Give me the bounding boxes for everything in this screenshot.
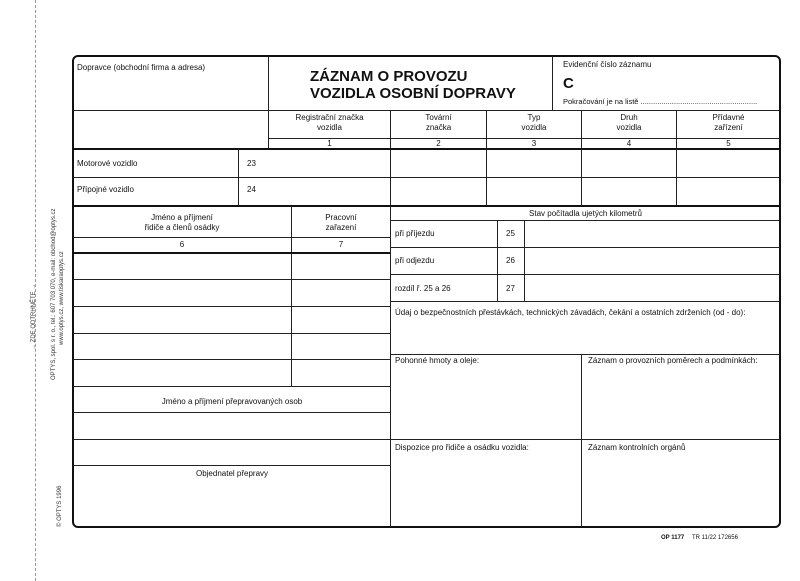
col-2-label-2: značka <box>425 123 452 132</box>
form-title <box>310 68 516 102</box>
vehicle-table-bottom <box>73 205 780 207</box>
trailer-number: 24 <box>247 185 256 194</box>
crew-name-header <box>73 213 291 233</box>
crew-name-label-2: řidiče a členů osádky <box>144 223 220 232</box>
crew-role-number: 7 <box>338 240 344 249</box>
control-label: Záznam kontrolních orgánů <box>588 443 686 452</box>
odometer-difference-label: rozdíl ř. 25 a 26 <box>395 284 451 293</box>
odometer-arrival-label: při příjezdu <box>395 229 435 238</box>
col-4-header <box>582 113 676 133</box>
safety-bottom <box>391 354 780 355</box>
passenger-row-3 <box>73 465 391 466</box>
odometer-row-3 <box>391 301 780 302</box>
col-1-number: 1 <box>327 139 332 148</box>
crew-row-5 <box>73 386 391 387</box>
col-3-header <box>487 113 581 133</box>
odometer-sep-1 <box>497 220 498 301</box>
col-3-number: 3 <box>531 139 537 148</box>
title-line-1: ZÁZNAM O PROVOZU <box>310 68 468 85</box>
vehicle-row-line <box>73 177 780 178</box>
crew-row-4 <box>73 359 391 360</box>
publisher-line-2: www.optys.cz, www.tiskaraoptys.cz <box>59 251 65 345</box>
odometer-title: Stav počítadla ujetých kilometrů <box>529 209 642 218</box>
odometer-row-2 <box>391 274 780 275</box>
col-1-label-2: vozidla <box>317 123 342 132</box>
crew-name-label-1: Jméno a příjmení <box>151 213 213 222</box>
col-4-label-1: Druh <box>620 113 638 122</box>
crew-number-line <box>73 237 391 238</box>
col-5-header <box>677 113 780 133</box>
odometer-arrival-number: 25 <box>506 229 515 238</box>
print-info: TR 11/22 172656 <box>692 535 738 541</box>
crew-row-2 <box>73 306 391 307</box>
motor-vehicle-number: 23 <box>247 159 256 168</box>
client-label: Objednatel přepravy <box>195 469 269 478</box>
operating-label: Záznam o provozních poměrech a podmínkách: <box>588 356 758 365</box>
fuel-label: Pohonné hmoty a oleje: <box>395 356 480 365</box>
crew-row-1 <box>73 279 391 280</box>
crew-role-label-2: zařazení <box>325 223 357 232</box>
form-code: OP 1177 <box>661 535 685 541</box>
series-letter: C <box>563 75 574 92</box>
col-4-label-2: vozidla <box>616 123 642 132</box>
fuel-bottom <box>391 439 780 440</box>
crew-header-bottom <box>73 252 391 254</box>
col-4-number: 4 <box>626 139 632 148</box>
lower-right-divider <box>581 354 582 527</box>
crew-row-3 <box>73 333 391 334</box>
col-3-label-1: Typ <box>527 113 541 122</box>
col-5-number: 5 <box>726 139 731 148</box>
odometer-row-1 <box>391 247 780 248</box>
dispatch-label: Dispozice pro řidiče a osádku vozidla: <box>395 443 529 452</box>
odometer-title-line <box>391 220 780 221</box>
copyright-text: © OPTYS 1996 <box>57 485 63 527</box>
col-5-label-2: zařízení <box>714 123 743 132</box>
passengers-label: Jméno a příjmení přepravovaných osob <box>161 397 303 406</box>
trailer-label: Přípojné vozidlo <box>77 185 134 194</box>
passenger-row-2 <box>73 439 391 440</box>
col-5-label-1: Přídavné <box>712 113 745 122</box>
odometer-departure-number: 26 <box>506 256 515 265</box>
passenger-row-1 <box>73 412 391 413</box>
col-1-header <box>269 113 390 133</box>
odometer-difference-number: 27 <box>506 284 515 293</box>
carrier-label: Dopravce (obchodní firma a adresa) <box>77 63 206 72</box>
col-1-label-1: Registrační značka <box>295 113 364 122</box>
tear-off-text: → ZDE ODTRHNĚTE → <box>31 283 37 350</box>
record-number-divider <box>552 56 553 110</box>
col-3-label-2: vozidla <box>521 123 547 132</box>
motor-vehicle-label: Motorové vozidlo <box>77 159 138 168</box>
crew-name-number: 6 <box>179 240 185 249</box>
carrier-divider <box>268 56 269 148</box>
col-2-header <box>391 113 486 133</box>
col-2-number: 2 <box>436 139 441 148</box>
crew-role-label-1: Pracovní <box>325 213 357 222</box>
safety-label: Údaj o bezpečnostních přestávkách, technických závadách, čekání a ostatních zdrženích (od - do): <box>395 308 746 317</box>
publisher-line-1: OPTYS, spol. s r. o., tel.: 607 703 070, e-mail: obchod@optys.cz <box>51 208 57 380</box>
record-number-label: Evidenční číslo záznamu <box>563 60 652 69</box>
header-divider <box>73 110 780 111</box>
odometer-departure-label: při odjezdu <box>395 256 435 265</box>
crew-role-header <box>292 213 390 233</box>
continuation-label: Pokračování je na listě ........................................................ <box>563 97 758 106</box>
col-2-label-1: Tovární <box>425 113 452 122</box>
odometer-sep-2 <box>524 220 525 301</box>
title-line-2: VOZIDLA OSOBNÍ DOPRAVY <box>310 85 516 102</box>
